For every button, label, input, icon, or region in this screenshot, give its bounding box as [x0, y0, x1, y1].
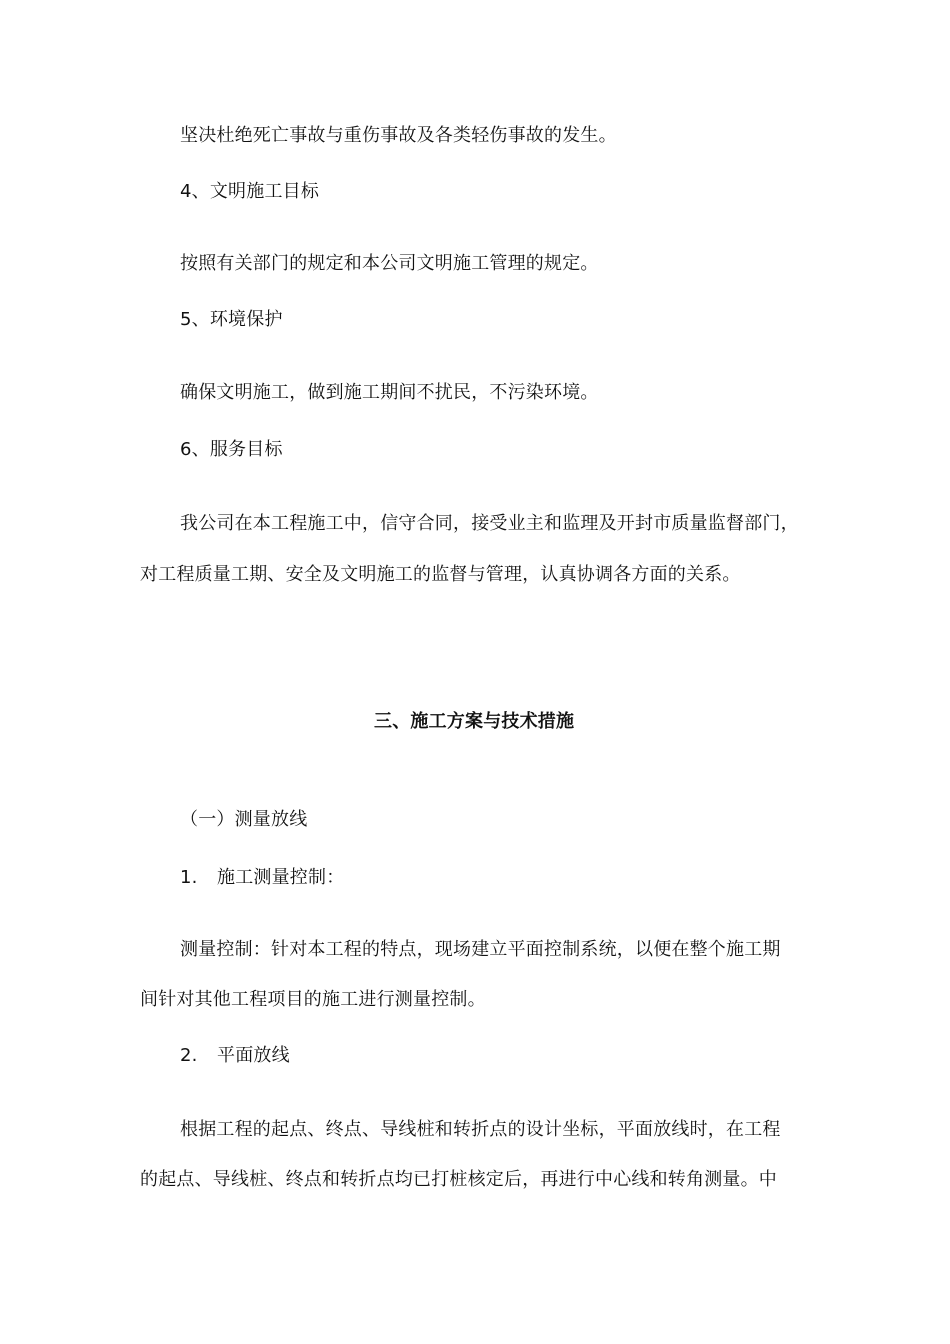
list-number: 1.	[180, 867, 198, 888]
paragraph-plane-layout-line1: 根据工程的起点、终点、导线桩和转折点的设计坐标，平面放线时，在工程	[180, 1119, 781, 1140]
subsection-survey: （一）测量放线	[180, 809, 308, 830]
section-title: 三、施工方案与技术措施	[374, 711, 575, 732]
heading-civilized-construction: 4、文明施工目标	[180, 181, 320, 202]
list-item-survey-control	[180, 866, 344, 890]
list-item-label: 施工测量控制：	[217, 867, 345, 888]
paragraph-survey-control-line1: 测量控制：针对本工程的特点，现场建立平面控制系统，以便在整个施工期	[180, 939, 781, 960]
paragraph-service-goal-line2: 对工程质量工期、安全及文明施工的监督与管理，认真协调各方面的关系。	[140, 564, 741, 585]
paragraph-safety-goal: 坚决杜绝死亡事故与重伤事故及各类轻伤事故的发生。	[180, 125, 617, 146]
heading-service-goal: 6、服务目标	[180, 439, 283, 460]
list-item-plane-layout	[180, 1044, 290, 1068]
paragraph-environment-protection: 确保文明施工，做到施工期间不扰民，不污染环境。	[180, 382, 599, 403]
list-number: 2.	[180, 1045, 198, 1066]
heading-environment-protection: 5、环境保护	[180, 309, 283, 330]
paragraph-service-goal-line1: 我公司在本工程施工中，信守合同，接受业主和监理及开封市质量监督部门，	[180, 513, 799, 534]
paragraph-survey-control-line2: 间针对其他工程项目的施工进行测量控制。	[140, 989, 486, 1010]
paragraph-civilized-construction: 按照有关部门的规定和本公司文明施工管理的规定。	[180, 253, 599, 274]
paragraph-plane-layout-line2: 的起点、导线桩、终点和转折点均已打桩核定后，再进行中心线和转角测量。中	[140, 1169, 777, 1190]
list-item-label: 平面放线	[217, 1045, 290, 1066]
